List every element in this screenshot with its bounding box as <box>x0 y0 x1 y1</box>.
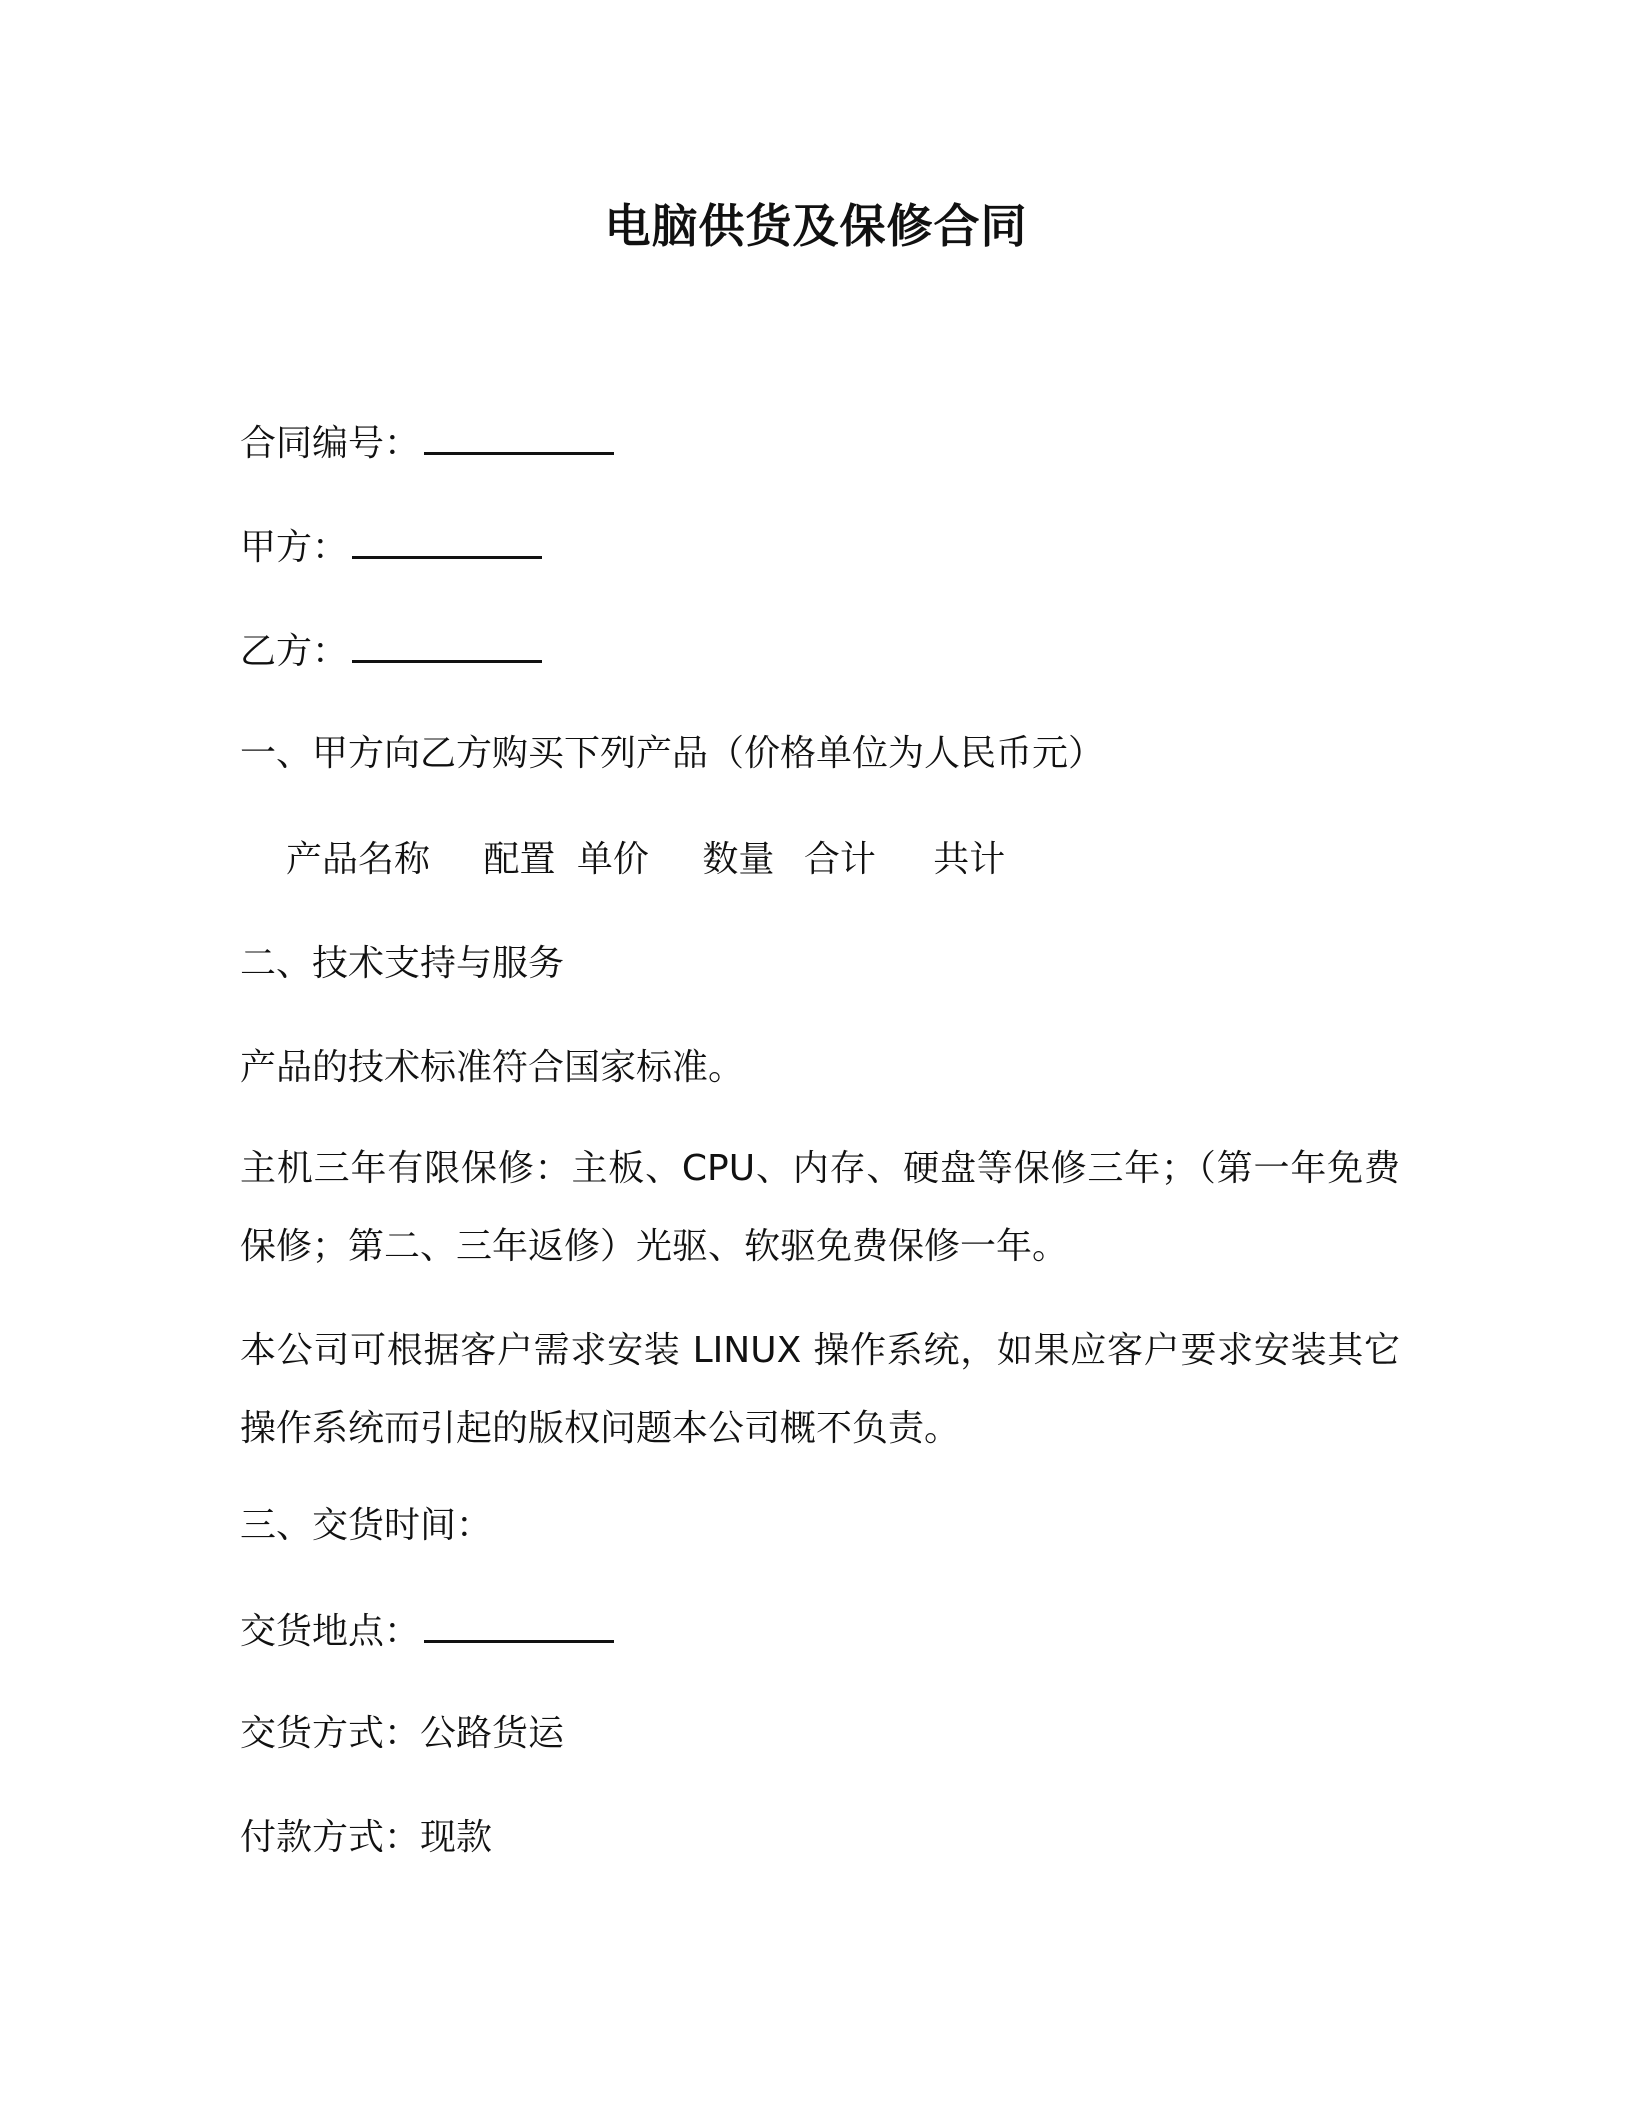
document-title: 电脑供货及保修合同 <box>604 199 1028 253</box>
party-a-label: 甲方： <box>240 527 349 568</box>
table-header-product-name: 产品名称 <box>286 839 431 880</box>
payment-method-text: 付款方式：现款 <box>240 1817 493 1858</box>
contract-number-line <box>240 416 614 470</box>
table-header-unit-price: 单价 <box>576 839 649 880</box>
party-b-blank[interactable] <box>352 624 542 663</box>
table-header-config: 配置 <box>483 839 556 880</box>
contract-number-blank[interactable] <box>424 416 614 455</box>
delivery-place-blank[interactable] <box>424 1604 614 1643</box>
section-2-heading: 二、技术支持与服务 <box>240 943 565 984</box>
delivery-method-text: 交货方式：公路货运 <box>240 1713 565 1754</box>
table-header-total: 共计 <box>933 839 1006 880</box>
delivery-place-label: 交货地点： <box>240 1611 421 1652</box>
party-a-line <box>240 520 542 574</box>
tech-standard-text: 产品的技术标准符合国家标准。 <box>240 1047 745 1088</box>
os-notice-paragraph: 本公司可根据客户需求安装 LINUX 操作系统，如果应客户要求安装其它操作系统而引起的版权问题本公司概不负责。 <box>240 1330 1400 1449</box>
party-b-label: 乙方： <box>240 631 349 672</box>
section-1-heading: 一、甲方向乙方购买下列产品（价格单位为人民币元） <box>240 733 1105 774</box>
table-header-quantity: 数量 <box>702 839 775 880</box>
section-3-heading: 三、交货时间： <box>240 1505 493 1546</box>
table-header-subtotal: 合计 <box>803 839 876 880</box>
contract-number-label: 合同编号： <box>240 423 421 464</box>
party-b-line <box>240 624 542 678</box>
warranty-paragraph: 主机三年有限保修：主板、CPU、内存、硬盘等保修三年；（第一年免费保修；第二、三年返修）光驱、软驱免费保修一年。 <box>240 1148 1400 1267</box>
party-a-blank[interactable] <box>352 520 542 559</box>
delivery-place-line <box>240 1604 614 1658</box>
product-table-header <box>286 834 1005 886</box>
